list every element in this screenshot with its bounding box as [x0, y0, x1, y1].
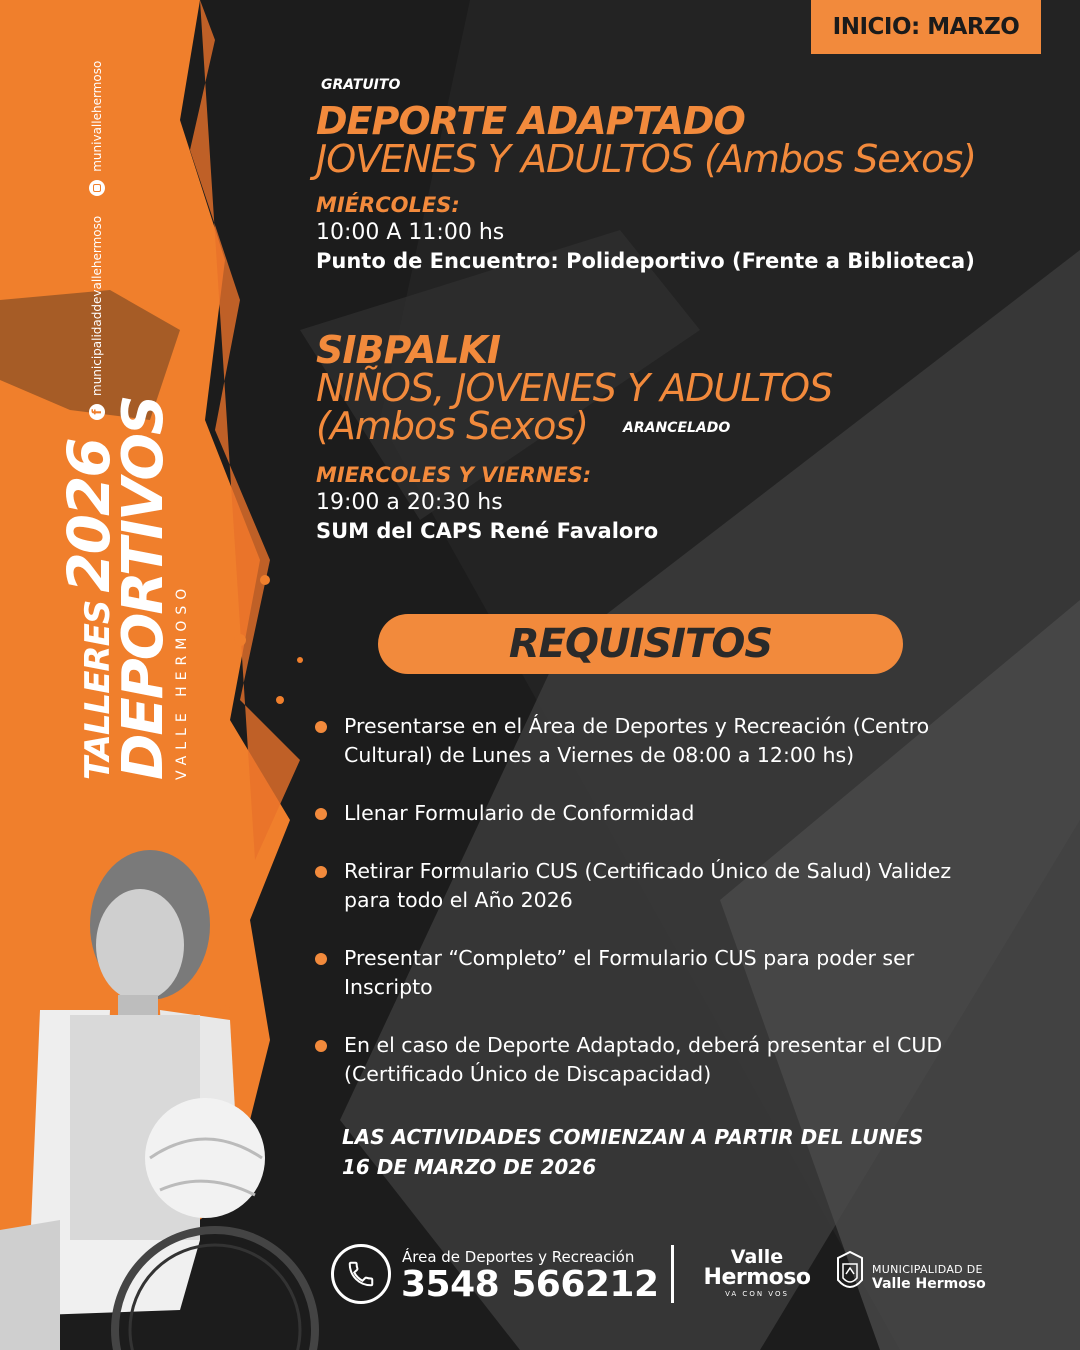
- closing-line2: 16 DE MARZO DE 2026: [342, 1155, 597, 1179]
- closing-line1: LAS ACTIVIDADES COMIENZAN A PARTIR DEL LUNES: [342, 1125, 924, 1149]
- facebook-icon[interactable]: f: [89, 404, 105, 420]
- contact-label: Área de Deportes y Recreación: [402, 1248, 635, 1266]
- requirement-item: Retirar Formulario CUS (Certificado Único de Salud) Validez para todo el Año 2026: [314, 857, 994, 915]
- requirements-heading: REQUISITOS: [508, 621, 773, 667]
- requirement-item: Presentar “Completo” el Formulario CUS para poder ser Inscripto: [314, 944, 994, 1002]
- side-title: [55, 396, 190, 790]
- municipality-crest-icon: [834, 1250, 866, 1296]
- requirements-heading-pill: [378, 614, 903, 674]
- requirement-item: En el caso de Deporte Adaptado, deberá presentar el CUD (Certificado Único de Discapacidad): [314, 1031, 994, 1089]
- requirements-list: [314, 712, 994, 1118]
- footer-divider: [671, 1245, 674, 1303]
- closing-note: [342, 1122, 923, 1182]
- start-date-label: INICIO: MARZO: [832, 14, 1020, 40]
- workshop1-place: Punto de Encuentro: Polideportivo (Frente a Biblioteca): [316, 249, 975, 273]
- side-title-year: 2026: [55, 439, 123, 593]
- workshop1-subtitle: JOVENES Y ADULTOS (Ambos Sexos): [316, 137, 976, 181]
- brand-line1: Valle: [730, 1246, 784, 1268]
- valle-hermoso-logo: [697, 1248, 817, 1298]
- side-title-place: VALLE HERMOSO: [174, 582, 190, 780]
- municipality-line2: Valle Hermoso: [872, 1276, 986, 1292]
- workshop1-title: DEPORTE ADAPTADO: [316, 99, 745, 143]
- instagram-handle[interactable]: munivallehermoso: [90, 60, 104, 172]
- workshop2-tag: ARANCELADO: [623, 420, 731, 436]
- requirement-item: Llenar Formulario de Conformidad: [314, 799, 994, 828]
- bullet-icon: [315, 866, 327, 878]
- facebook-handle[interactable]: municipalidaddevallehermoso: [90, 215, 104, 396]
- side-title-deportivos: DEPORTIVOS: [111, 396, 176, 780]
- workshop1-days: MIÉRCOLES:: [316, 193, 460, 217]
- bullet-icon: [315, 953, 327, 965]
- brand-tagline: VA CON VOS: [725, 1290, 789, 1298]
- bullet-icon: [315, 808, 327, 820]
- workshop1-time: 10:00 A 11:00 hs: [316, 220, 505, 245]
- municipality-line1: MUNICIPALIDAD DE: [872, 1263, 983, 1276]
- workshop2-days: MIERCOLES Y VIERNES:: [316, 463, 592, 487]
- instagram-icon[interactable]: [89, 180, 105, 196]
- bullet-icon: [315, 721, 327, 733]
- municipality-logo: [834, 1250, 1004, 1300]
- workshop2-time: 19:00 a 20:30 hs: [316, 490, 503, 515]
- social-handles: [84, 45, 110, 420]
- workshop2-subtitle-line2: (Ambos Sexos): [316, 404, 588, 448]
- workshop2-place: SUM del CAPS René Favaloro: [316, 519, 659, 543]
- workshop2-title: SIBPALKI: [316, 328, 501, 372]
- side-title-talleres: TALLERES: [78, 600, 118, 780]
- phone-icon[interactable]: [331, 1244, 391, 1304]
- requirement-item: Presentarse en el Área de Deportes y Recreación (Centro Cultural) de Lunes a Viernes de 08:00 a 12:00 hs): [314, 712, 994, 770]
- workshop2-subtitle-line1: NIÑOS, JOVENES Y ADULTOS: [316, 366, 833, 410]
- workshop1-tag: GRATUITO: [321, 77, 401, 93]
- contact-phone[interactable]: 3548 566212: [401, 1264, 659, 1305]
- brand-line2: Hermoso: [703, 1265, 811, 1290]
- start-date-badge: [811, 0, 1041, 54]
- bullet-icon: [315, 1040, 327, 1052]
